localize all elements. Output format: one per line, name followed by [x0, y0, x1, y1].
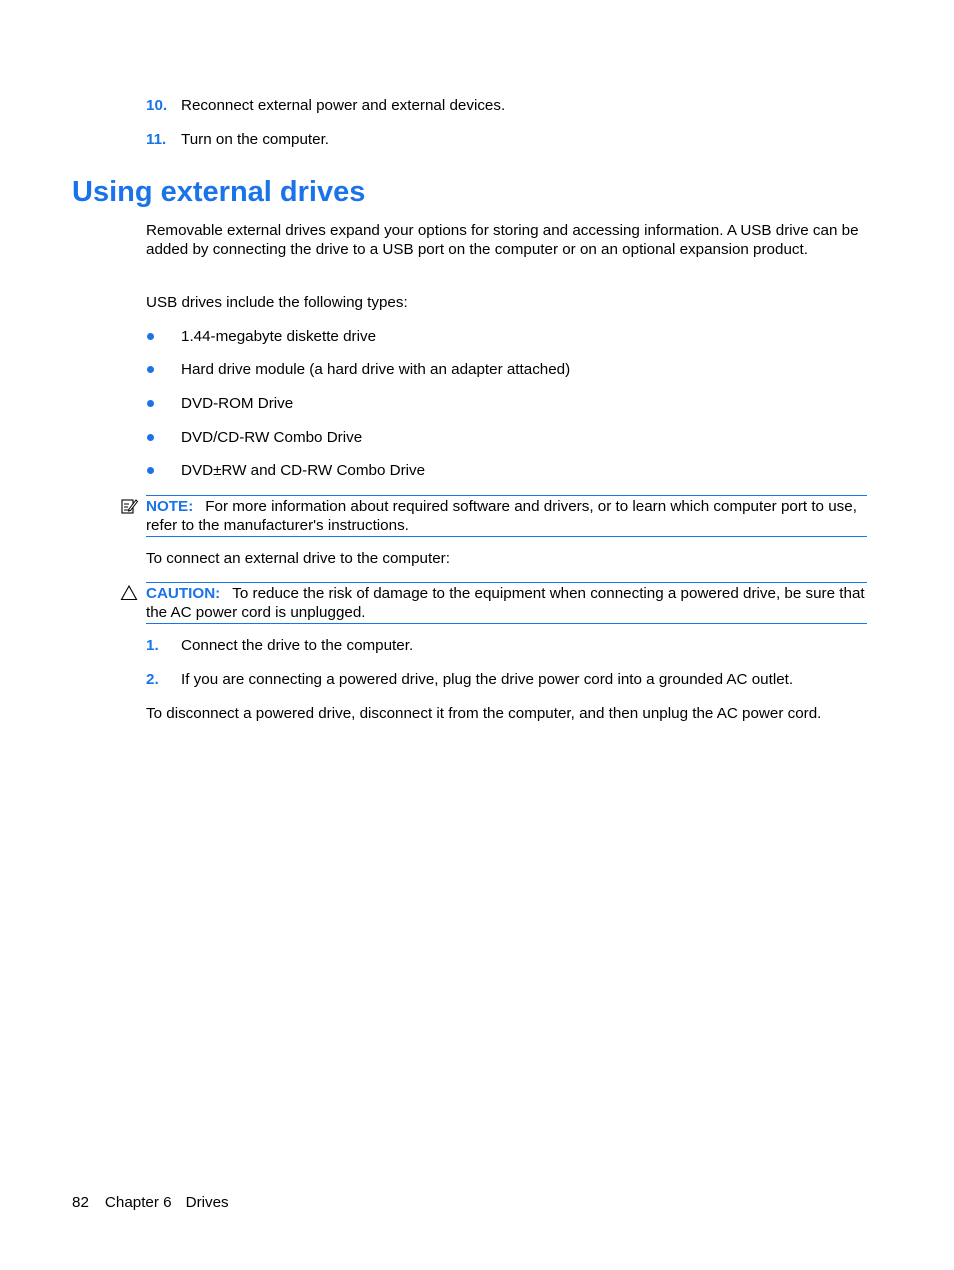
bullet-icon: [147, 333, 154, 340]
list-item-text: DVD-ROM Drive: [181, 395, 294, 412]
note-label: NOTE:: [146, 498, 194, 515]
types-lead-paragraph: USB drives include the following types:: [146, 294, 408, 311]
chapter-label: Chapter 6: [104, 1194, 172, 1211]
section-heading: Using external drives: [72, 176, 366, 208]
step-number: 1.: [146, 637, 159, 654]
bullet-icon: [147, 434, 154, 441]
list-item: [146, 428, 867, 447]
chapter-title: Drives: [185, 1194, 229, 1211]
caution-label: CAUTION:: [146, 585, 221, 602]
step-2: [146, 670, 867, 689]
caution-triangle-icon: [120, 584, 138, 602]
list-item-text: Hard drive module (a hard drive with an adapter attached): [181, 361, 571, 378]
step-text: Turn on the computer.: [181, 131, 330, 148]
disconnect-paragraph: To disconnect a powered drive, disconnect it from the computer, and then unplug the AC power cord.: [146, 705, 822, 722]
step-1: [146, 636, 867, 655]
list-item-text: DVD±RW and CD-RW Combo Drive: [181, 462, 426, 479]
list-item: [146, 394, 867, 413]
step-text: Reconnect external power and external devices.: [181, 97, 506, 114]
note-icon: [120, 497, 138, 515]
list-item: [146, 461, 867, 480]
step-text: Connect the drive to the computer.: [181, 637, 414, 654]
page-footer: [72, 1193, 229, 1212]
step-text: If you are connecting a powered drive, plug the drive power cord into a grounded AC outlet.: [181, 671, 794, 688]
bullet-icon: [147, 467, 154, 474]
step-number: 10.: [146, 97, 168, 114]
intro-paragraph: Removable external drives expand your options for storing and accessing information. A USB drive can be added by connecting the drive to a USB port on the computer or on an optional expansion product.: [146, 222, 859, 258]
list-item-text: 1.44-megabyte diskette drive: [181, 328, 377, 345]
step-number: 11.: [146, 131, 167, 148]
note-text: For more information about required software and drivers, or to learn which computer port to use, refer to the manufacturer's instructions.: [146, 498, 857, 534]
step-11: [146, 130, 867, 149]
bullet-icon: [147, 366, 154, 373]
list-item: [146, 327, 867, 346]
page-number: 82: [72, 1194, 89, 1211]
list-item: [146, 360, 867, 379]
step-10: [146, 96, 867, 115]
list-item-text: DVD/CD-RW Combo Drive: [181, 429, 363, 446]
connect-lead-paragraph: To connect an external drive to the computer:: [146, 550, 450, 567]
caution-callout: [146, 582, 867, 624]
bullet-icon: [147, 400, 154, 407]
step-number: 2.: [146, 671, 159, 688]
note-callout: [146, 495, 867, 537]
caution-text: To reduce the risk of damage to the equipment when connecting a powered drive, be sure that the AC power cord is unplugged.: [146, 585, 865, 621]
